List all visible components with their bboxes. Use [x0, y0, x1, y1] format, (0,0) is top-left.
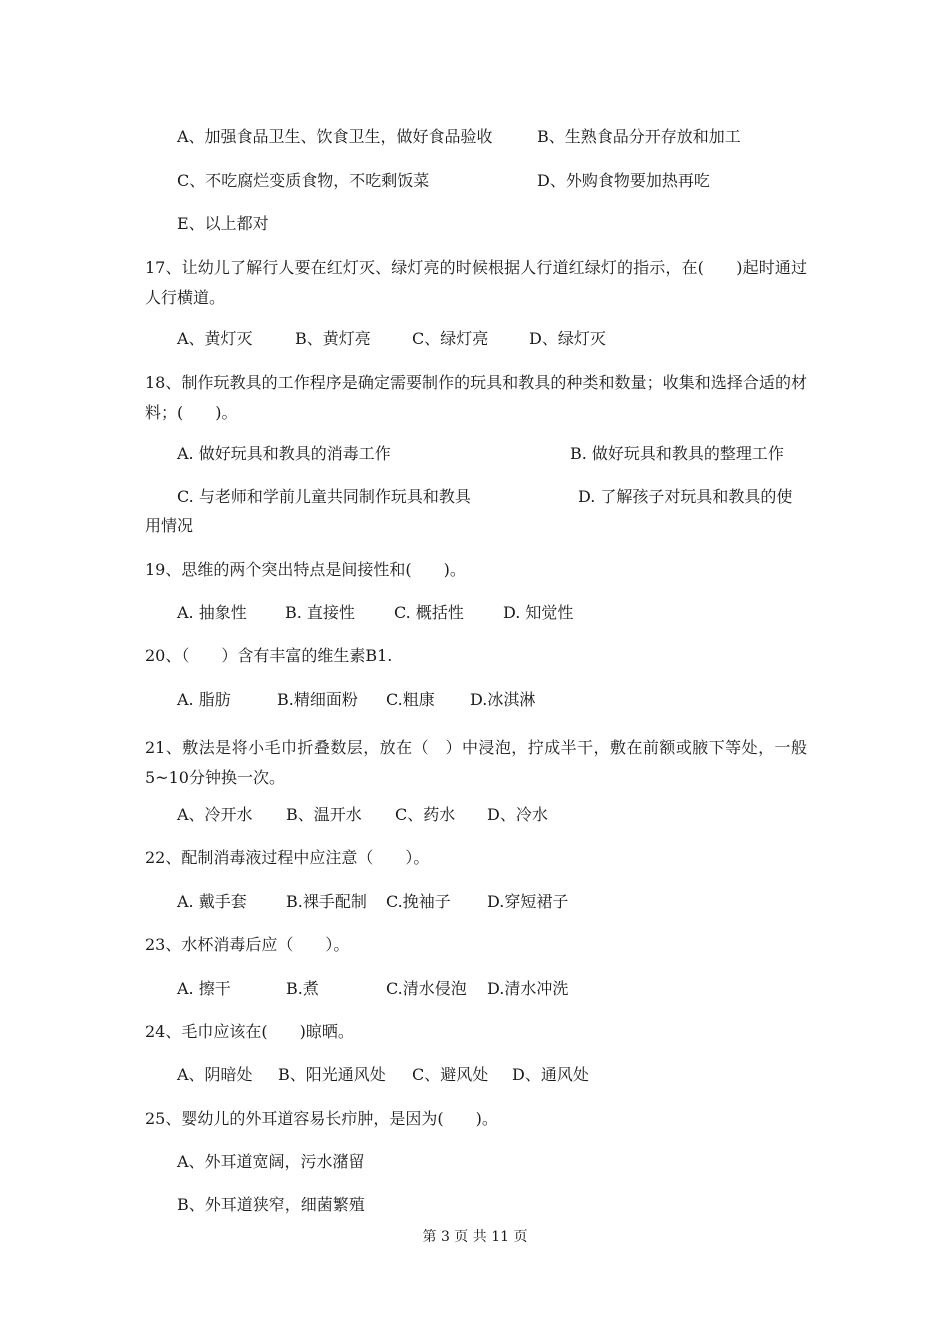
question-24: 24、毛巾应该在( )晾晒。 — [145, 1022, 354, 1041]
q18-option-c: C. 与老师和学前儿童共同制作玩具和教具 — [177, 487, 471, 506]
q16-option-c: C、不吃腐烂变质食物，不吃剩饭菜 — [177, 171, 430, 190]
q18-option-a: A. 做好玩具和教具的消毒工作 — [177, 444, 391, 463]
q16-option-e: E、以上都对 — [177, 214, 269, 233]
q17-option-c: C、绿灯亮 — [412, 329, 489, 348]
q18-option-d: D. 了解孩子对玩具和教具的使 — [578, 487, 793, 506]
q22-option-b: B.裸手配制 — [286, 892, 367, 911]
question-25: 25、婴幼儿的外耳道容易长疖肿，是因为( )。 — [145, 1109, 498, 1128]
q16-option-a: A、加强食品卫生、饮食卫生，做好食品验收 — [177, 127, 493, 146]
question-22: 22、配制消毒液过程中应注意（ ）。 — [145, 848, 430, 867]
q24-option-d: D、通风处 — [512, 1065, 589, 1084]
q20-option-a: A. 脂肪 — [177, 690, 231, 709]
q24-option-a: A、阴暗处 — [177, 1065, 253, 1084]
q24-option-b: B、阳光通风处 — [278, 1065, 386, 1084]
q20-option-d: D.冰淇淋 — [470, 690, 536, 709]
question-21: 21、敷法是将小毛巾折叠数层，放在（ ）中浸泡，拧成半干，敷在前额或腋下等处，一般5~10分钟换一次。 — [145, 738, 807, 787]
q21-option-a: A、冷开水 — [177, 805, 253, 824]
q24-option-c: C、避风处 — [412, 1065, 489, 1084]
question-20: 20、（ ）含有丰富的维生素B1. — [145, 646, 393, 665]
q18-option-b: B. 做好玩具和教具的整理工作 — [570, 444, 784, 463]
q19-option-c: C. 概括性 — [394, 603, 464, 622]
q23-option-d: D.清水冲洗 — [487, 979, 569, 998]
q22-option-d: D.穿短裙子 — [487, 892, 569, 911]
q19-option-b: B. 直接性 — [285, 603, 355, 622]
q23-option-b: B.煮 — [286, 979, 319, 998]
q25-option-a: A、外耳道宽阔，污水潴留 — [177, 1152, 365, 1171]
q19-option-a: A. 抽象性 — [177, 603, 247, 622]
q17-option-d: D、绿灯灭 — [529, 329, 606, 348]
question-19: 19、思维的两个突出特点是间接性和( )。 — [145, 560, 466, 579]
q18-option-d-continued: 用情况 — [145, 516, 194, 535]
q21-option-d: D、冷水 — [487, 805, 548, 824]
q19-option-d: D. 知觉性 — [503, 603, 574, 622]
q22-option-a: A. 戴手套 — [177, 892, 247, 911]
q23-option-c: C.清水侵泡 — [386, 979, 467, 998]
q16-option-d: D、外购食物要加热再吃 — [537, 171, 710, 190]
q17-option-b: B、黄灯亮 — [295, 329, 371, 348]
q22-option-c: C.挽袖子 — [386, 892, 451, 911]
q16-option-b: B、生熟食品分开存放和加工 — [537, 127, 741, 146]
q23-option-a: A. 擦干 — [177, 979, 231, 998]
q21-option-b: B、温开水 — [286, 805, 362, 824]
question-18: 18、制作玩教具的工作程序是确定需要制作的玩具和教具的种类和数量；收集和选择合适的材料；( )。 — [145, 373, 807, 422]
q25-option-b: B、外耳道狭窄，细菌繁殖 — [177, 1195, 365, 1214]
q20-option-c: C.粗康 — [386, 690, 435, 709]
q17-option-a: A、黄灯灭 — [177, 329, 253, 348]
question-23: 23、水杯消毒后应（ ）。 — [145, 935, 350, 954]
question-17: 17、让幼儿了解行人要在红灯灭、绿灯亮的时候根据人行道红绿灯的指示，在( )起时通过人行横道。 — [145, 258, 807, 307]
q21-option-c: C、药水 — [395, 805, 456, 824]
page-footer: 第 3 页 共 11 页 — [422, 1229, 528, 1245]
q20-option-b: B.精细面粉 — [277, 690, 358, 709]
